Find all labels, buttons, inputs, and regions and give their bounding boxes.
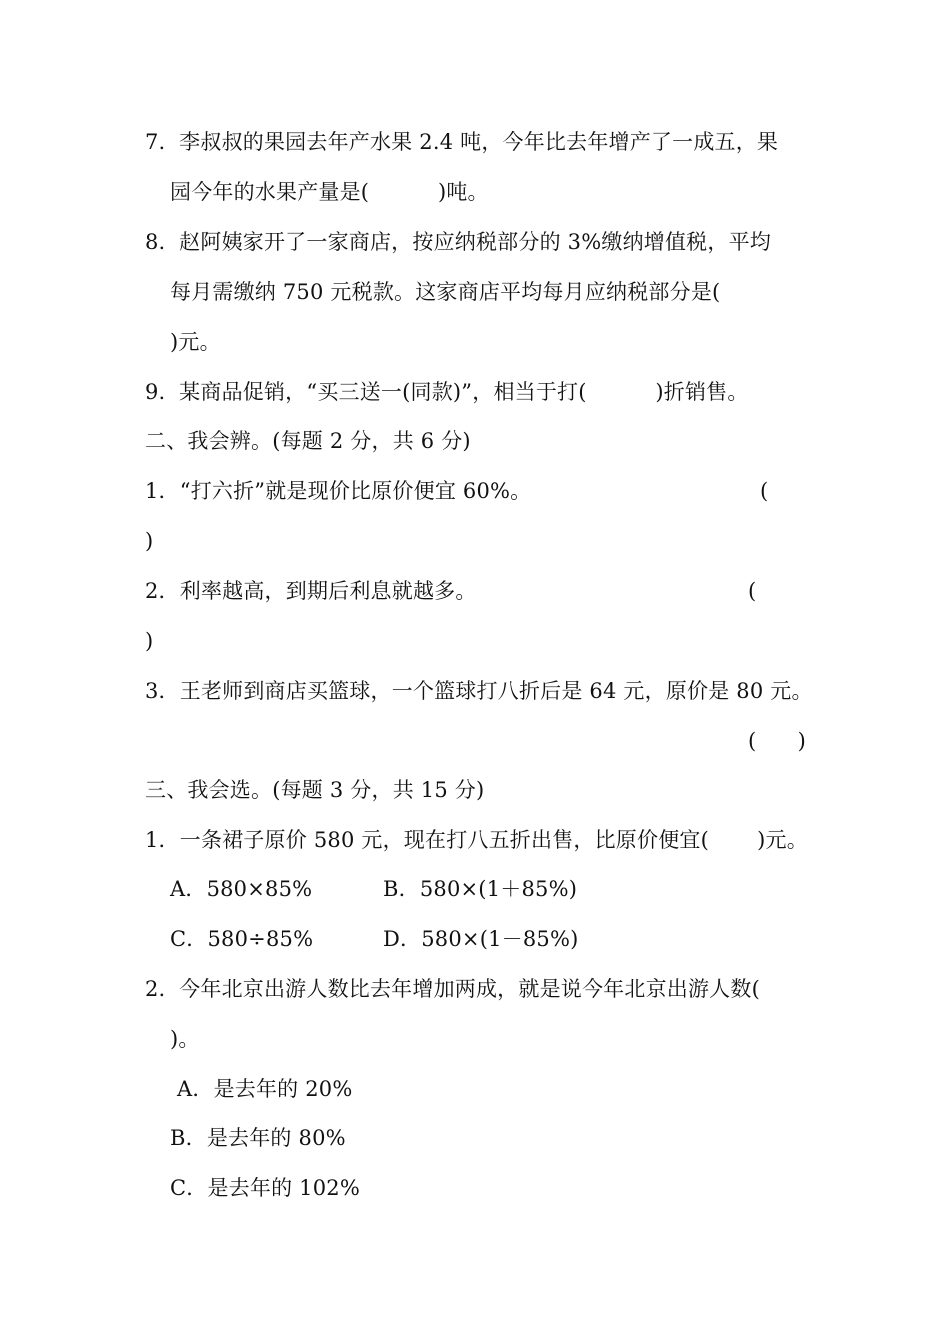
choice-section-heading: 三、我会选。(每题 3 分，共 15 分) <box>145 778 485 802</box>
choice-q2-option-a: A．是去年的 20% <box>177 1077 353 1101</box>
judge-section-heading: 二、我会辨。(每题 2 分，共 6 分) <box>145 429 471 453</box>
q7-line-1: 7. 李叔叔的果园去年产水果 2.4 吨，今年比去年增产了一成五，果 <box>145 130 779 154</box>
choice-q2-option-c: C．是去年的 102% <box>170 1176 360 1200</box>
choice-q1-option-b: B．580×(1＋85%) <box>383 877 578 901</box>
judge-q1-text: 1．“打六折”就是现价比原价便宜 60%。 <box>145 479 532 503</box>
judge-q1-paren-close: ) <box>145 529 154 553</box>
choice-q2-option-b: B．是去年的 80% <box>170 1126 346 1150</box>
q7-line-2: 园今年的水果产量是( )吨。 <box>170 180 489 204</box>
choice-q1-option-c: C．580÷85% <box>170 927 314 951</box>
judge-q2-paren-close: ) <box>145 629 154 653</box>
judge-q3-text: 3．王老师到商店买篮球，一个篮球打八折后是 64 元，原价是 80 元。 <box>145 679 813 703</box>
choice-q1-text: 1．一条裙子原价 580 元，现在打八五折出售，比原价便宜( )元。 <box>145 828 808 852</box>
judge-q3-paren: ( ) <box>748 729 807 753</box>
choice-q2-line-1: 2. 今年北京出游人数比去年增加两成，就是说今年北京出游人数( <box>145 977 760 1001</box>
judge-q2-paren-open: ( <box>748 579 757 603</box>
choice-q1-option-d: D．580×(1－85%) <box>383 927 579 951</box>
judge-q1-paren-open: ( <box>760 479 769 503</box>
q8-line-3: )元。 <box>170 330 221 354</box>
q9-line-1: 9. 某商品促销，“买三送一(同款)”，相当于打( )折销售。 <box>145 380 749 404</box>
q8-line-2: 每月需缴纳 750 元税款。这家商店平均每月应纳税部分是( <box>170 280 721 304</box>
judge-q2-text: 2．利率越高，到期后利息就越多。 <box>145 579 477 603</box>
choice-q2-line-2: )。 <box>170 1027 200 1051</box>
q8-line-1: 8. 赵阿姨家开了一家商店，按应纳税部分的 3%缴纳增值税，平均 <box>145 230 771 254</box>
choice-q1-option-a: A．580×85% <box>170 877 313 901</box>
